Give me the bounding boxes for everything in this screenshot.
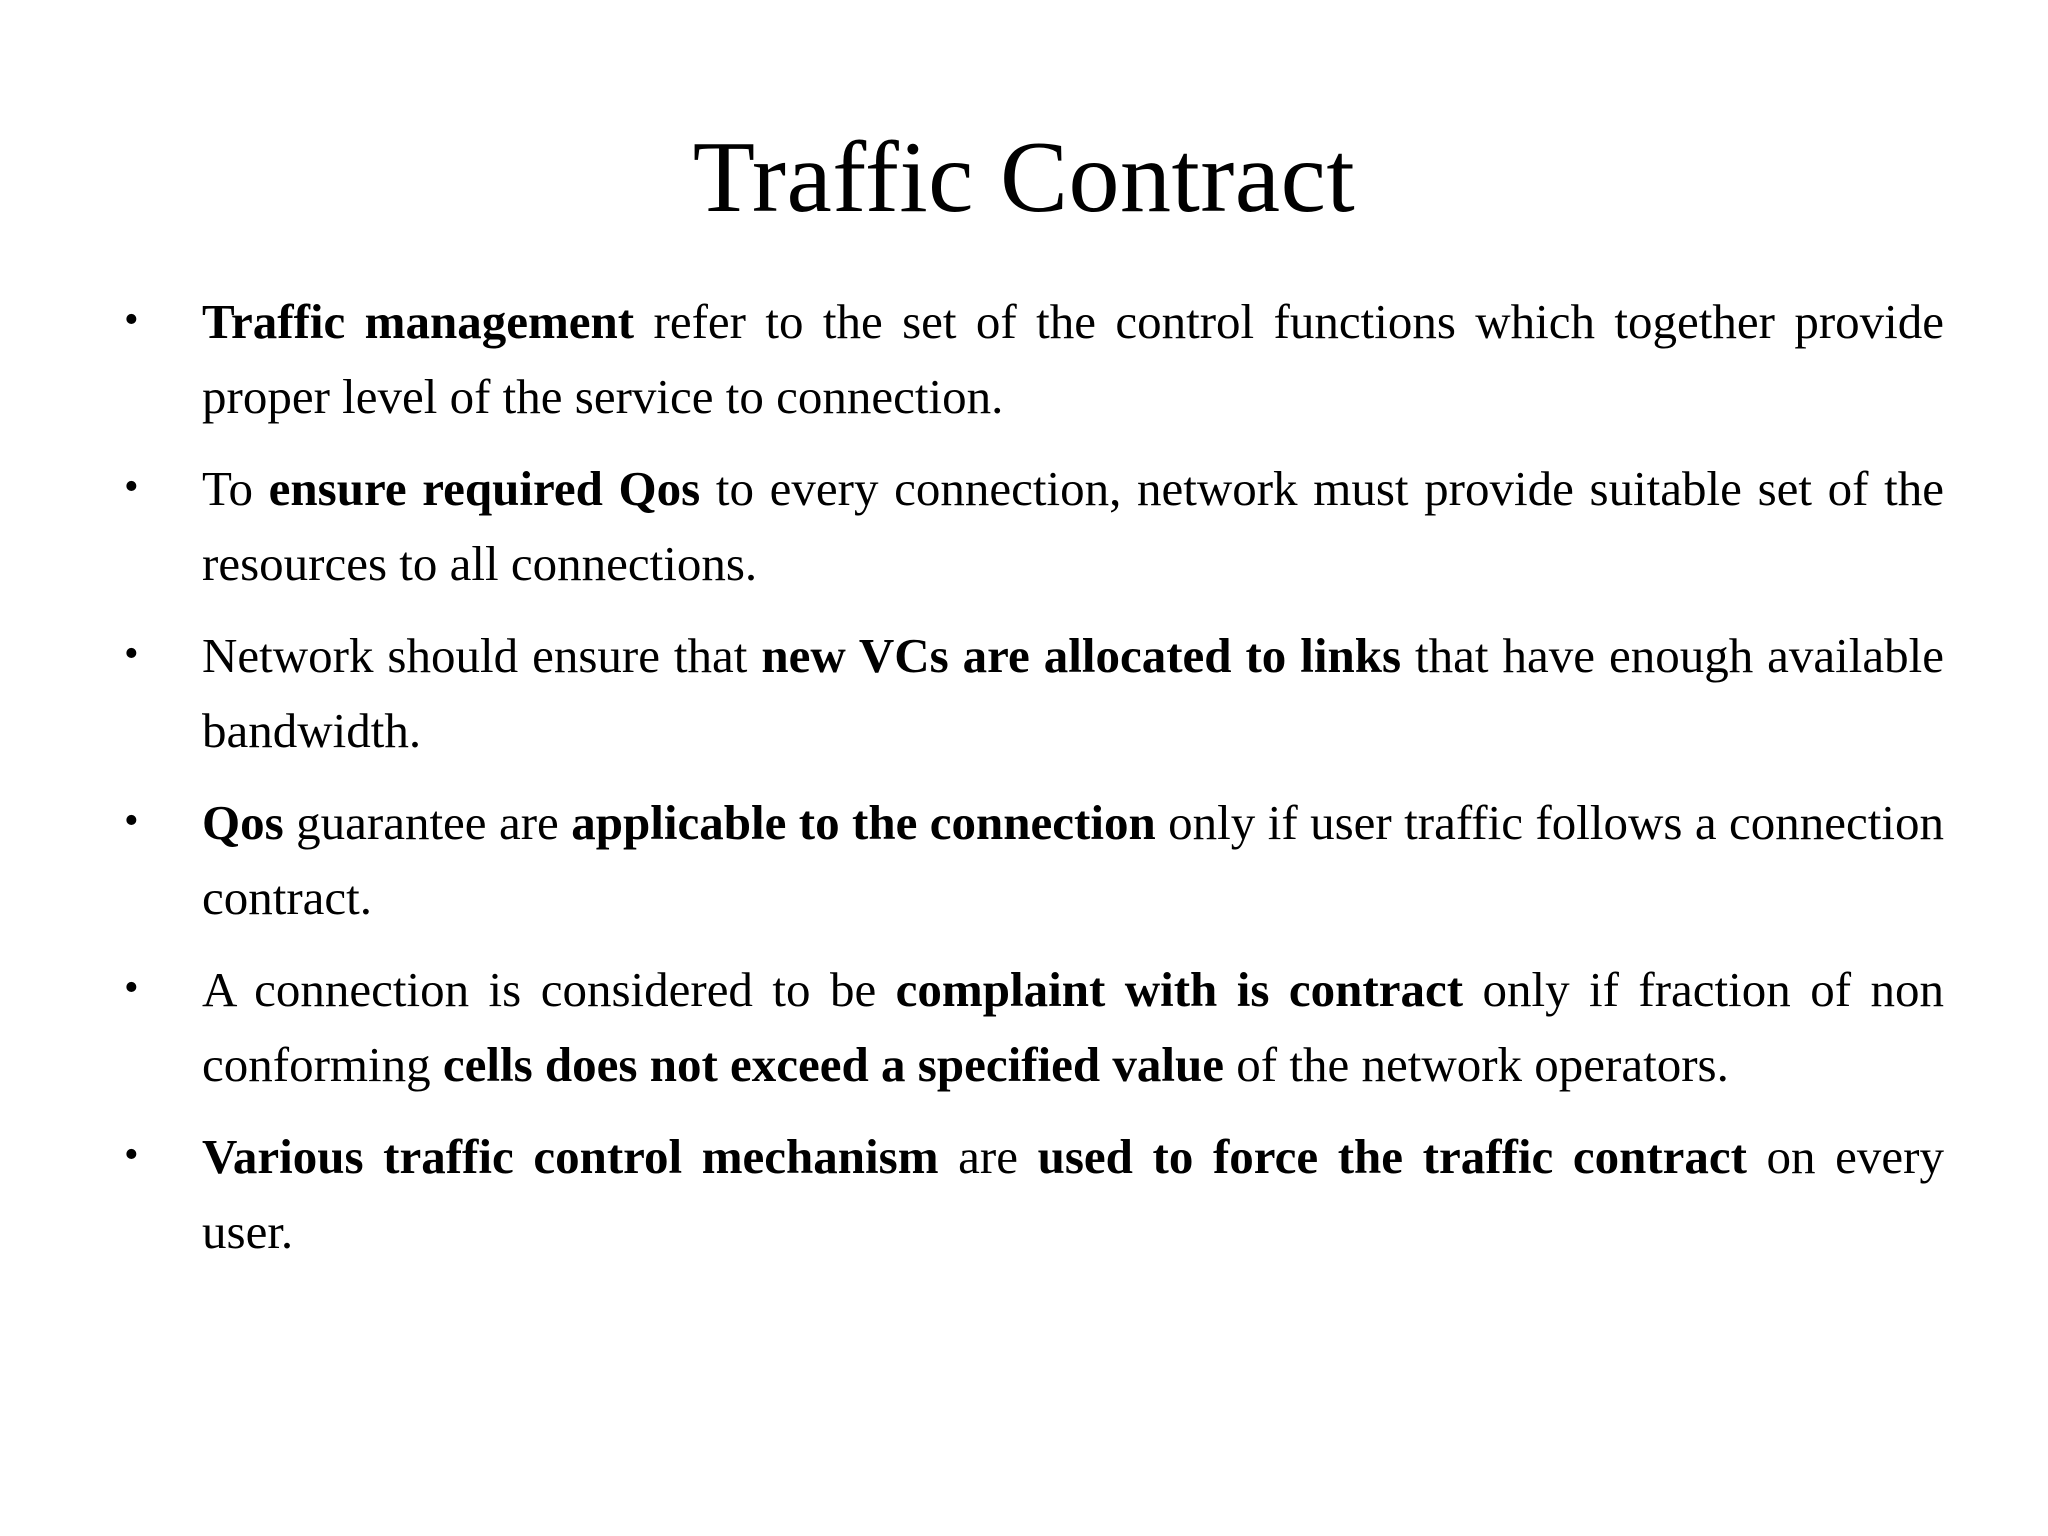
bullet-text-bold: cells does not exceed a specified value [442, 1037, 1225, 1092]
bullet-text [202, 962, 1944, 1092]
bullet-text-bold: Qos [202, 795, 284, 850]
bullet-text-bold: complaint with is contract [895, 962, 1464, 1017]
bullet-item [120, 451, 1944, 601]
bullet-text [202, 628, 1944, 758]
bullet-item [120, 952, 1944, 1102]
bullet-item [120, 618, 1944, 768]
bullet-item [120, 785, 1944, 935]
slide-title: Traffic Contract [692, 121, 1356, 234]
bullet-text-regular: To [202, 461, 269, 516]
bullet-text [202, 795, 1944, 925]
bullet-marker: • [124, 297, 139, 343]
bullet-list [120, 284, 1944, 1286]
bullet-text-regular: only if user traffic follows a connection contract. [202, 795, 1944, 925]
bullet-text-bold: ensure required Qos [268, 461, 701, 516]
bullet-text-regular: to every connection, network must provide suitable set of the resources to all connections. [202, 461, 1944, 591]
bullet-marker: • [124, 464, 139, 510]
bullet-text-regular: on every user. [202, 1129, 1944, 1259]
bullet-marker: • [124, 631, 139, 677]
bullet-text-regular: that have enough available bandwidth. [202, 628, 1945, 758]
bullet-text-bold: new VCs are allocated to links [761, 628, 1402, 683]
bullet-text-bold: Traffic management [202, 294, 635, 349]
bullet-text-regular: guarantee are [283, 795, 572, 850]
bullet-text-bold: used to force the traffic contract [1037, 1129, 1747, 1184]
bullet-item [120, 1119, 1944, 1269]
bullet-text [202, 461, 1944, 591]
bullet-text-regular: A connection is considered to be [202, 962, 896, 1017]
bullet-text-regular: only if fraction of non conforming [202, 962, 1944, 1092]
bullet-marker: • [124, 965, 139, 1011]
bullet-text-bold: applicable to the connection [571, 795, 1156, 850]
bullet-text-bold: Various traffic control mechanism [202, 1129, 939, 1184]
bullet-text-regular: are [938, 1129, 1038, 1184]
bullet-text-regular: of the network operators. [1224, 1037, 1729, 1092]
bullet-text [202, 294, 1944, 424]
bullet-text-regular: refer to the set of the control functions which together provide proper level of the service to connection. [202, 294, 1944, 424]
bullet-item [120, 284, 1944, 434]
bullet-text [202, 1129, 1944, 1259]
bullet-marker: • [124, 1132, 139, 1178]
bullet-marker: • [124, 798, 139, 844]
bullet-text-regular: Network should ensure that [202, 628, 762, 683]
